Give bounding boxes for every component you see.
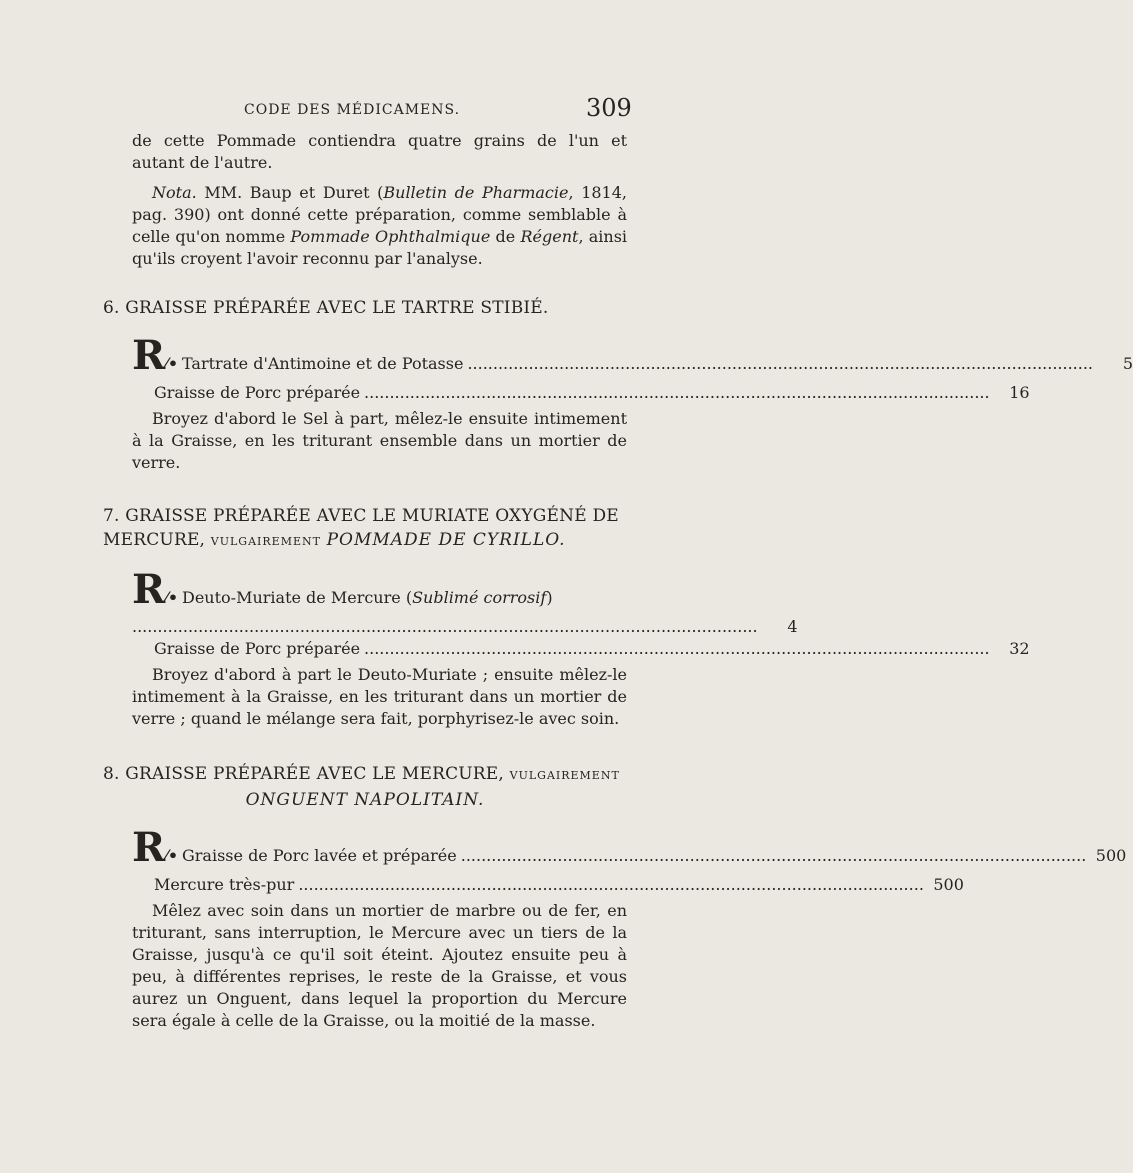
section-6-instructions: Broyez d'abord le Sel à part, mêlez-le ensuite intimement à la Graisse, en les triturant ensemble dans un mortier de verre. (132, 409, 627, 472)
page-number: 309 (586, 94, 632, 122)
ingredient-line (182, 587, 627, 609)
nota-text-1: MM. Baup et Duret ( (204, 183, 384, 202)
rx-letter: R (132, 332, 166, 379)
continuation-paragraph: de cette Pommade contiendra quatre grains de l'un et autant de l'autre. (132, 131, 627, 172)
ingredient-line (182, 845, 1126, 867)
nota-text-4: , ainsi qu'ils croyent l'avoir reconnu par l'analyse. (132, 227, 628, 268)
ingredient-close: ) (546, 588, 553, 607)
section-7-instructions: Broyez d'abord à part le Deuto-Muriate ; ensuite mêlez-le intimement à la Graisse, en les triturant dans un mortier de verre ; quand le mélange sera fait, porphyrisez-le avec soin. (132, 665, 627, 728)
page-body (103, 130, 1133, 1032)
ingredient-name: Deuto-Muriate de Mercure ( (182, 588, 413, 607)
ingredient-qty: 5 (1122, 354, 1133, 373)
section-8-title-text: 8. GRAISSE PRÉPARÉE AVEC LE MERCURE, (103, 764, 505, 784)
nota-label: Nota. (152, 183, 197, 202)
ingredient-name: Graisse de Porc lavée et préparée (182, 846, 457, 865)
section-7-vulg: VULGAIREMENT (210, 535, 321, 548)
rx-letter: R (132, 824, 166, 871)
section-8-title (103, 762, 627, 812)
ingredient-name: Tartrate d'Antimoine et de Potasse (182, 354, 464, 373)
recipe-symbol: R⁄• (132, 824, 179, 871)
nota-paragraph (132, 182, 627, 270)
running-title: CODE DES MÉDICAMENS. (244, 102, 461, 118)
nota-text-3: de (495, 227, 516, 246)
nota-text-2: , 1814, pag. 390) ont donné cette préparation, comme semblable à celle qu'on nomme (132, 183, 628, 246)
section-8-recipe (132, 824, 1127, 1032)
section-7-title (103, 504, 627, 554)
ingredient-qty: 32 (1009, 639, 1030, 658)
page-header (0, 94, 800, 124)
ingredient-name: Graisse de Porc préparée (154, 383, 361, 402)
ingredient-qty: 4 (787, 617, 798, 636)
ingredient-line (132, 638, 1030, 660)
section-8-vulg: VULGAIREMENT (509, 769, 620, 782)
ingredient-name: Mercure très-pur (154, 875, 295, 894)
leader-dots (132, 616, 758, 638)
ingredient-name: Graisse de Porc préparée (154, 639, 361, 658)
section-7-recipe (132, 566, 1030, 730)
section-7-title-text: 7. GRAISSE PRÉPARÉE AVEC LE MURIATE OXYGÉNÉ DE MERCURE, (103, 506, 619, 550)
ingredient-qty: 16 (1009, 383, 1030, 402)
section-6-title: 6. GRAISSE PRÉPARÉE AVEC LE TARTRE STIBIÉ. (103, 298, 549, 318)
recipe-symbol: R⁄• (132, 332, 179, 379)
section-7-title-italic: POMMADE DE CYRILLO. (326, 530, 566, 550)
ingredient-line (132, 382, 1030, 404)
leader-dots (364, 638, 990, 660)
ingredient-qty: 500 (933, 875, 964, 894)
leader-dots (467, 353, 1093, 375)
nota-pommade: Pommade Ophthalmique (290, 227, 491, 246)
section-8-title-italic: ONGUENT NAPOLITAIN. (245, 790, 485, 810)
nota-journal: Bulletin de Pharmacie (383, 183, 569, 202)
ingredient-qty: 500 (1095, 846, 1127, 865)
ingredient-italic: Sublimé corrosif (412, 588, 547, 607)
rx-letter: R (132, 566, 166, 613)
ingredient-qty-line (132, 616, 798, 638)
leader-dots (364, 382, 990, 404)
ingredient-line (182, 353, 1133, 375)
leader-dots (461, 845, 1087, 867)
leader-dots (298, 874, 924, 896)
nota-regent: Régent (520, 227, 579, 246)
ingredient-line (132, 874, 964, 896)
section-6-recipe (132, 332, 1133, 474)
recipe-symbol: R⁄• (132, 566, 179, 613)
section-8-instructions: Mêlez avec soin dans un mortier de marbre ou de fer, en triturant, sans interruption, le Mercure avec un tiers de la Graisse, jusqu'à ce qu'il soit éteint. Ajoutez ensuite peu à peu, à différentes reprises, le reste de la Graisse, et vous aurez un Onguent, dans lequel la proportion du Mercure sera égale à celle de la Graisse, ou la moitié de la masse. (132, 901, 627, 1030)
